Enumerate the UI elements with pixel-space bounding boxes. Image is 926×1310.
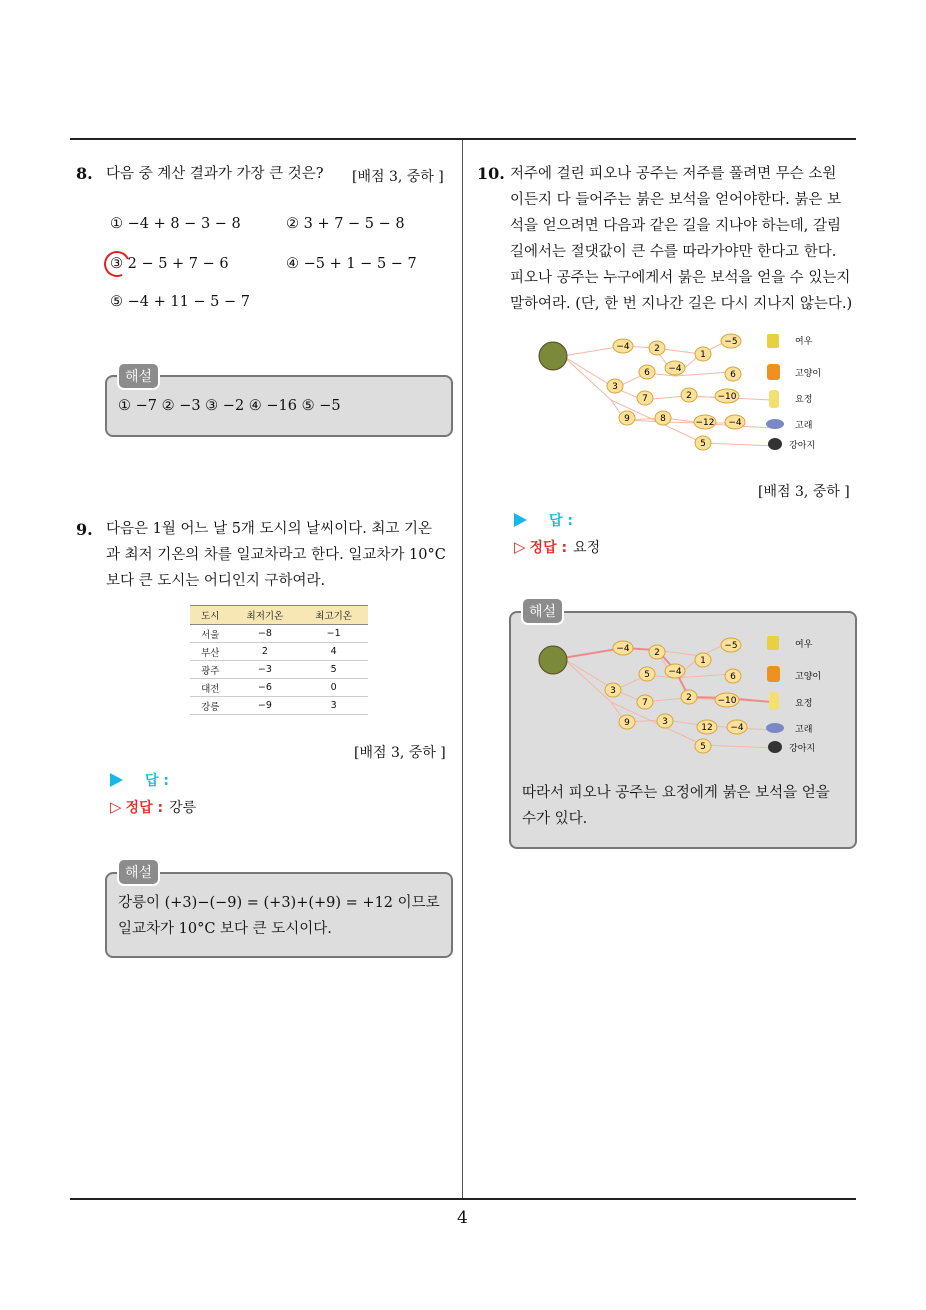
svg-text:7: 7 bbox=[642, 698, 648, 708]
node bbox=[649, 645, 665, 659]
svg-text:−4: −4 bbox=[616, 342, 630, 352]
svg-text:−4: −4 bbox=[728, 418, 742, 428]
table-cell: 부산 bbox=[190, 643, 231, 661]
svg-text:−10: −10 bbox=[717, 392, 737, 402]
table-row bbox=[190, 643, 368, 661]
node bbox=[655, 411, 671, 425]
top-rule bbox=[70, 138, 856, 140]
svg-text:−4: −4 bbox=[616, 644, 630, 654]
node bbox=[721, 638, 741, 652]
cat-icon bbox=[767, 364, 780, 380]
svg-text:2: 2 bbox=[686, 693, 692, 703]
q10-answer-row[interactable] bbox=[514, 510, 573, 530]
svg-text:2: 2 bbox=[654, 648, 660, 658]
q8-option-1[interactable]: ① −4 + 8 − 3 − 8 bbox=[110, 216, 241, 232]
svg-text:강아지: 강아지 bbox=[789, 441, 816, 451]
svg-text:요정: 요정 bbox=[795, 699, 813, 709]
diagram-characters bbox=[766, 334, 821, 451]
triangle-outline-icon: ▷ bbox=[110, 798, 122, 816]
node bbox=[619, 715, 635, 729]
node bbox=[725, 367, 741, 381]
q8-explanation-tag: 해설 bbox=[117, 362, 160, 390]
svg-text:2: 2 bbox=[686, 391, 692, 401]
svg-text:9: 9 bbox=[624, 414, 630, 424]
q9-explanation-line-1: 강릉이 (+3)−(−9) = (+3)+(+9) = +12 이므로 bbox=[118, 895, 440, 911]
question-10-line-5: 피오나 공주는 누구에게서 붉은 보석을 얻을 수 있는지 bbox=[510, 270, 851, 286]
princess-fiona-icon bbox=[539, 646, 567, 674]
svg-text:−4: −4 bbox=[668, 364, 682, 374]
node bbox=[721, 334, 741, 348]
svg-text:3: 3 bbox=[612, 382, 618, 392]
q10-answer-label: 답 : bbox=[549, 513, 573, 529]
node bbox=[605, 683, 621, 697]
q8-option-3[interactable]: ③ 2 − 5 + 7 − 6 bbox=[110, 256, 229, 272]
question-10-line-1: 저주에 걸린 피오나 공주는 저주를 풀려면 무슨 소원 bbox=[510, 166, 837, 182]
table-row bbox=[190, 697, 368, 715]
table-cell: 5 bbox=[299, 661, 368, 679]
svg-text:여우: 여우 bbox=[795, 337, 813, 347]
table-cell: 서울 bbox=[190, 625, 231, 643]
column-divider bbox=[462, 140, 463, 1200]
node bbox=[694, 415, 716, 429]
question-9-score: [배점 3, 중하 ] bbox=[354, 745, 446, 761]
question-8-score: [배점 3, 중하 ] bbox=[352, 169, 444, 185]
table-cell: 0 bbox=[299, 679, 368, 697]
q8-option-2[interactable]: ② 3 + 7 − 5 − 8 bbox=[286, 216, 405, 232]
node bbox=[715, 389, 739, 403]
node bbox=[695, 653, 711, 667]
node bbox=[725, 669, 741, 683]
q9-correct-label: 정답 : bbox=[125, 800, 164, 816]
svg-text:3: 3 bbox=[662, 717, 668, 727]
svg-text:9: 9 bbox=[624, 718, 630, 728]
node bbox=[681, 388, 697, 402]
node bbox=[613, 641, 633, 655]
question-10-number: 10. bbox=[477, 164, 505, 183]
svg-text:5: 5 bbox=[700, 439, 706, 449]
svg-text:−12: −12 bbox=[695, 418, 715, 428]
play-icon bbox=[514, 513, 527, 527]
fairy-icon bbox=[769, 390, 779, 408]
page-number: 4 bbox=[457, 1208, 468, 1228]
table-cell: 4 bbox=[299, 643, 368, 661]
fox-icon bbox=[767, 636, 779, 650]
whale-icon bbox=[766, 723, 784, 733]
node bbox=[681, 690, 697, 704]
fairy-icon bbox=[769, 692, 779, 710]
diagram-paths bbox=[563, 342, 775, 446]
q10-correct-row bbox=[514, 537, 600, 557]
svg-text:고양이: 고양이 bbox=[795, 672, 822, 682]
dog-icon bbox=[768, 741, 782, 753]
play-icon bbox=[110, 773, 123, 787]
q8-option-4[interactable]: ④ −5 + 1 − 5 − 7 bbox=[286, 256, 417, 272]
node bbox=[665, 361, 685, 375]
q10-explanation-tag: 해설 bbox=[521, 597, 564, 625]
question-8-text: 다음 중 계산 결과가 가장 큰 것은? bbox=[106, 166, 324, 182]
svg-text:12: 12 bbox=[701, 723, 713, 733]
node bbox=[695, 347, 711, 361]
question-8-number: 8. bbox=[76, 164, 93, 183]
table-row bbox=[190, 679, 368, 697]
node bbox=[665, 664, 685, 678]
question-10-line-4: 길에서는 절댓값이 큰 수를 따라가야만 한다고 한다. bbox=[510, 244, 837, 260]
q10-correct-label: 정답 : bbox=[529, 540, 568, 556]
node bbox=[725, 415, 745, 429]
node bbox=[695, 739, 711, 753]
cat-icon bbox=[767, 666, 780, 682]
svg-text:고양이: 고양이 bbox=[795, 369, 822, 379]
question-9-line-2: 과 최저 기온의 차를 일교차라고 한다. 일교차가 10°C bbox=[106, 547, 446, 563]
dog-icon bbox=[768, 438, 782, 450]
svg-text:8: 8 bbox=[660, 414, 666, 424]
svg-text:5: 5 bbox=[700, 742, 706, 752]
table-cell: −1 bbox=[299, 625, 368, 643]
q9-explanation-line-2: 일교차가 10°C 보다 큰 도시이다. bbox=[118, 921, 332, 937]
weather-table bbox=[190, 605, 368, 715]
node bbox=[715, 693, 739, 707]
question-10-line-6: 말하여라. (단, 한 번 지나간 길은 다시 지나지 않는다.) bbox=[510, 296, 853, 312]
svg-text:−5: −5 bbox=[724, 641, 738, 651]
svg-text:고래: 고래 bbox=[795, 725, 813, 735]
svg-text:강아지: 강아지 bbox=[789, 744, 816, 754]
question-9-number: 9. bbox=[76, 520, 93, 539]
diagram-nodes bbox=[607, 334, 745, 450]
table-header-row bbox=[190, 606, 368, 625]
node bbox=[639, 667, 655, 681]
node bbox=[613, 339, 633, 353]
bottom-rule bbox=[70, 1198, 856, 1200]
svg-text:1: 1 bbox=[700, 656, 706, 666]
node bbox=[697, 720, 717, 734]
svg-text:−5: −5 bbox=[724, 337, 738, 347]
question-10-line-3: 석을 얻으려면 다음과 같은 길을 지나야 하는데, 갈림 bbox=[510, 218, 842, 234]
node bbox=[607, 379, 623, 393]
q10-correct-value: 요정 bbox=[573, 540, 601, 556]
q10-explanation-line-2: 수가 있다. bbox=[522, 811, 588, 827]
table-cell: −8 bbox=[231, 625, 300, 643]
table-header: 최저기온 bbox=[231, 606, 300, 625]
table-cell: −9 bbox=[231, 697, 300, 715]
diagram-nodes bbox=[605, 638, 747, 753]
q8-option-5[interactable]: ⑤ −4 + 11 − 5 − 7 bbox=[110, 294, 250, 310]
svg-text:여우: 여우 bbox=[795, 640, 813, 650]
svg-text:−4: −4 bbox=[730, 723, 744, 733]
fox-icon bbox=[767, 334, 779, 348]
question-10-line-2: 이든지 다 들어주는 붉은 보석을 얻어야한다. 붉은 보 bbox=[510, 192, 842, 208]
table-cell: 2 bbox=[231, 643, 300, 661]
diagram-characters bbox=[766, 636, 821, 754]
node bbox=[657, 714, 673, 728]
svg-text:6: 6 bbox=[730, 370, 736, 380]
table-header: 최고기온 bbox=[299, 606, 368, 625]
q10-explanation-diagram bbox=[535, 630, 835, 760]
svg-text:3: 3 bbox=[610, 686, 616, 696]
node bbox=[619, 411, 635, 425]
table-row bbox=[190, 625, 368, 643]
svg-text:고래: 고래 bbox=[795, 421, 813, 431]
princess-fiona-icon bbox=[539, 342, 567, 370]
triangle-outline-icon: ▷ bbox=[514, 538, 526, 556]
svg-text:−10: −10 bbox=[717, 696, 737, 706]
q10-path-diagram bbox=[535, 328, 835, 458]
node bbox=[727, 720, 747, 734]
question-9-line-3: 보다 큰 도시는 어디인지 구하여라. bbox=[106, 573, 326, 589]
q9-correct-row bbox=[110, 797, 196, 817]
q9-answer-label: 답 : bbox=[145, 773, 169, 789]
whale-icon bbox=[766, 419, 784, 429]
svg-text:−4: −4 bbox=[668, 667, 682, 677]
table-header: 도시 bbox=[190, 606, 231, 625]
svg-text:5: 5 bbox=[644, 670, 650, 680]
svg-text:6: 6 bbox=[730, 672, 736, 682]
node bbox=[695, 436, 711, 450]
node bbox=[649, 341, 665, 355]
table-cell: 광주 bbox=[190, 661, 231, 679]
svg-text:6: 6 bbox=[644, 368, 650, 378]
table-row bbox=[190, 661, 368, 679]
q9-answer-row[interactable] bbox=[110, 770, 169, 790]
q9-explanation-tag: 해설 bbox=[117, 858, 160, 886]
table-cell: 강릉 bbox=[190, 697, 231, 715]
table-cell: −3 bbox=[231, 661, 300, 679]
table-cell: −6 bbox=[231, 679, 300, 697]
question-10-score: [배점 3, 중하 ] bbox=[758, 484, 850, 500]
table-cell: 3 bbox=[299, 697, 368, 715]
q8-explanation-text: ① −7 ② −3 ③ −2 ④ −16 ⑤ −5 bbox=[118, 398, 341, 414]
node bbox=[639, 365, 655, 379]
q9-correct-value: 강릉 bbox=[169, 800, 197, 816]
question-9-line-1: 다음은 1월 어느 날 5개 도시의 날씨이다. 최고 기온 bbox=[106, 521, 433, 537]
q10-explanation-line-1: 따라서 피오나 공주는 요정에게 붉은 보석을 얻을 bbox=[522, 785, 830, 801]
node bbox=[637, 391, 653, 405]
svg-text:1: 1 bbox=[700, 350, 706, 360]
svg-text:요정: 요정 bbox=[795, 395, 813, 405]
table-cell: 대전 bbox=[190, 679, 231, 697]
svg-text:2: 2 bbox=[654, 344, 660, 354]
node bbox=[637, 695, 653, 709]
svg-text:7: 7 bbox=[642, 394, 648, 404]
